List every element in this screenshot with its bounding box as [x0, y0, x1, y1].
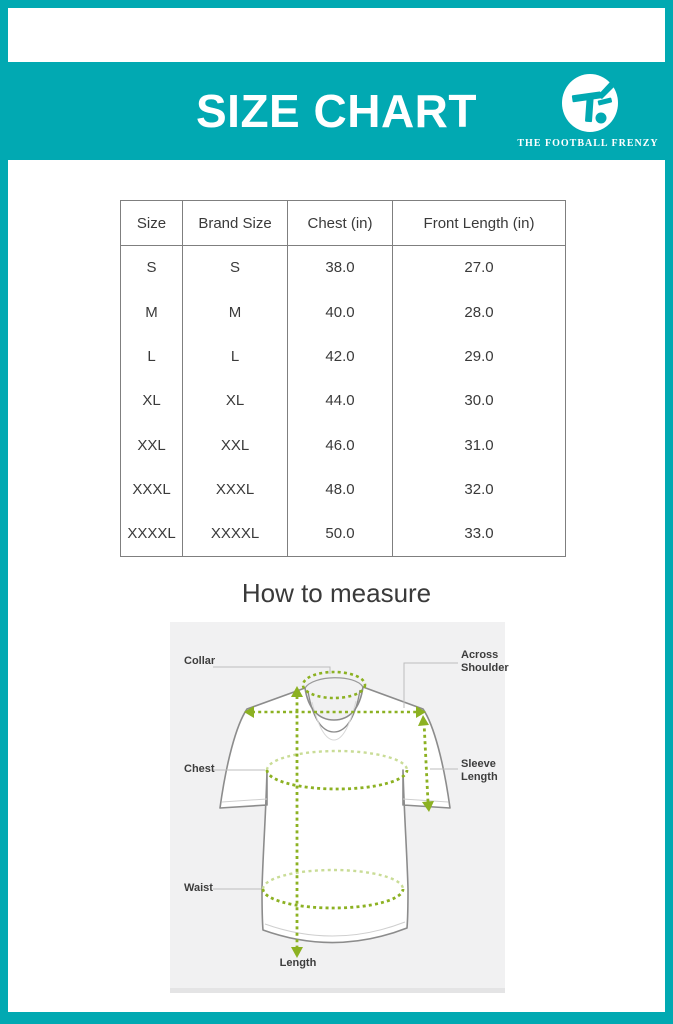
column-header: Front Length (in)	[393, 201, 566, 246]
collar-measure-ellipse	[303, 672, 365, 698]
table-cell: L	[183, 334, 288, 378]
table-cell: 38.0	[288, 246, 393, 290]
table-cell: XL	[121, 379, 183, 423]
table-cell: M	[183, 290, 288, 334]
table-cell: 30.0	[393, 379, 566, 423]
table-cell: XXXL	[121, 467, 183, 511]
collar-label: Collar	[184, 655, 216, 667]
waist-label: Waist	[184, 882, 213, 894]
length-label: Length	[279, 957, 317, 969]
table-cell: 48.0	[288, 467, 393, 511]
sleeve-length-label: Sleeve Length	[461, 758, 498, 783]
header-band	[8, 62, 665, 160]
column-header: Chest (in)	[288, 201, 393, 246]
table-cell: 44.0	[288, 379, 393, 423]
table-cell: 32.0	[393, 467, 566, 511]
table-cell: 31.0	[393, 423, 566, 467]
table-cell: 29.0	[393, 334, 566, 378]
size-chart-table-body	[121, 246, 566, 557]
page-body	[8, 8, 665, 1012]
table-cell: XXL	[121, 423, 183, 467]
table-cell: XL	[183, 379, 288, 423]
table-row	[121, 290, 566, 334]
table-row	[121, 423, 566, 467]
table-cell: 27.0	[393, 246, 566, 290]
table-cell: 50.0	[288, 512, 393, 556]
table-cell: XXL	[183, 423, 288, 467]
table-row	[121, 467, 566, 511]
table-cell: S	[183, 246, 288, 290]
table-cell: 40.0	[288, 290, 393, 334]
top-white-bar	[8, 8, 665, 62]
table-cell: XXXXL	[121, 512, 183, 556]
across-shoulder-label: Across Shoulder	[461, 649, 509, 674]
table-cell: XXXL	[183, 467, 288, 511]
collar-back-line	[305, 678, 363, 688]
table-cell: L	[121, 334, 183, 378]
column-header: Brand Size	[183, 201, 288, 246]
table-row	[121, 334, 566, 378]
table-cell: S	[121, 246, 183, 290]
table-cell: XXXXL	[183, 512, 288, 556]
table-cell: 28.0	[393, 290, 566, 334]
table-cell: 46.0	[288, 423, 393, 467]
table-cell: 33.0	[393, 512, 566, 556]
tshirt-outline	[220, 687, 450, 943]
tshirt-measure-diagram	[170, 622, 505, 988]
collar-connector	[213, 667, 330, 674]
across-shoulder-connector	[404, 663, 458, 708]
table-row	[121, 246, 566, 290]
how-to-measure-heading: How to measure	[241, 578, 432, 608]
chest-label: Chest	[184, 763, 215, 775]
table-row	[121, 379, 566, 423]
table-cell: 42.0	[288, 334, 393, 378]
size-chart-table	[120, 200, 566, 557]
header-row	[121, 201, 566, 246]
table-cell: M	[121, 290, 183, 334]
table-row	[121, 512, 566, 556]
column-header: Size	[121, 201, 183, 246]
size-chart-table-head	[121, 201, 566, 246]
page-title: SIZE CHART	[196, 85, 477, 137]
measurement-diagram-panel	[170, 622, 509, 993]
brand-name: THE FOOTBALL FRENZY	[517, 138, 659, 149]
football-frenzy-logo-icon	[561, 73, 619, 133]
